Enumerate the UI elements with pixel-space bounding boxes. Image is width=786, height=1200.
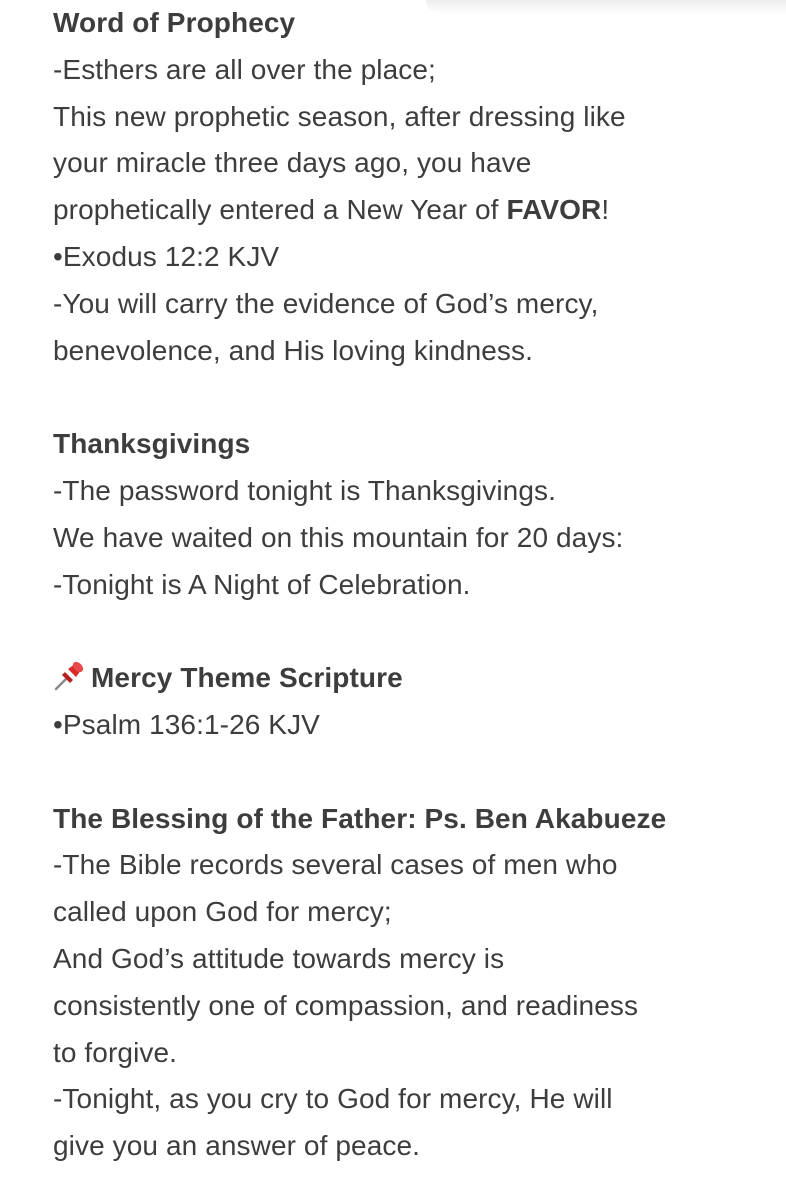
text-line: We have waited on this mountain for 20 days: [53,521,624,553]
section-heading-blessing: The Blessing of the Father: Ps. Ben Akabueze [53,802,667,834]
pushpin-icon [53,658,87,692]
text-line: consistently one of compassion, and readiness [53,989,639,1021]
text-line: -The Bible records several cases of men who [53,849,618,881]
mercy-theme-heading: Mercy Theme Scripture [91,662,403,694]
text-line: called upon God for mercy; [53,896,392,928]
text-line: -Tonight is A Night of Celebration. [53,568,471,600]
blank-line [53,749,773,796]
text-line: -You will carry the evidence of God’s mercy, [53,287,599,319]
blank-line [53,374,773,421]
text-line: give you an answer of peace. [53,1130,421,1162]
scripture-reference: •Exodus 12:2 KJV [53,240,280,272]
text-line: This new prophetic season, after dressing like [53,100,626,132]
section-heading-mercy-theme [53,655,773,702]
text-line: -Esthers are all over the place; [53,53,436,85]
text-line: -Tonight, as you cry to God for mercy, He will [53,1083,613,1115]
text-fragment: ! [601,194,610,226]
note-body [53,0,773,1170]
text-line: -The password tonight is Thanksgivings. [53,474,556,506]
section-heading-prophecy: Word of Prophecy [53,7,296,38]
scripture-reference: •Psalm 136:1-26 KJV [53,708,320,740]
text-line-favor [53,187,773,234]
text-line: your miracle three days ago, you have [53,147,532,179]
favor-emphasis: FAVOR [506,194,602,226]
text-line: benevolence, and His loving kindness. [53,334,534,366]
blank-line [53,608,773,655]
text-line: And God’s attitude towards mercy is [53,942,505,974]
section-heading-thanksgivings: Thanksgivings [53,428,251,460]
text-fragment: prophetically entered a New Year of [53,194,507,226]
text-line: to forgive. [53,1036,178,1068]
